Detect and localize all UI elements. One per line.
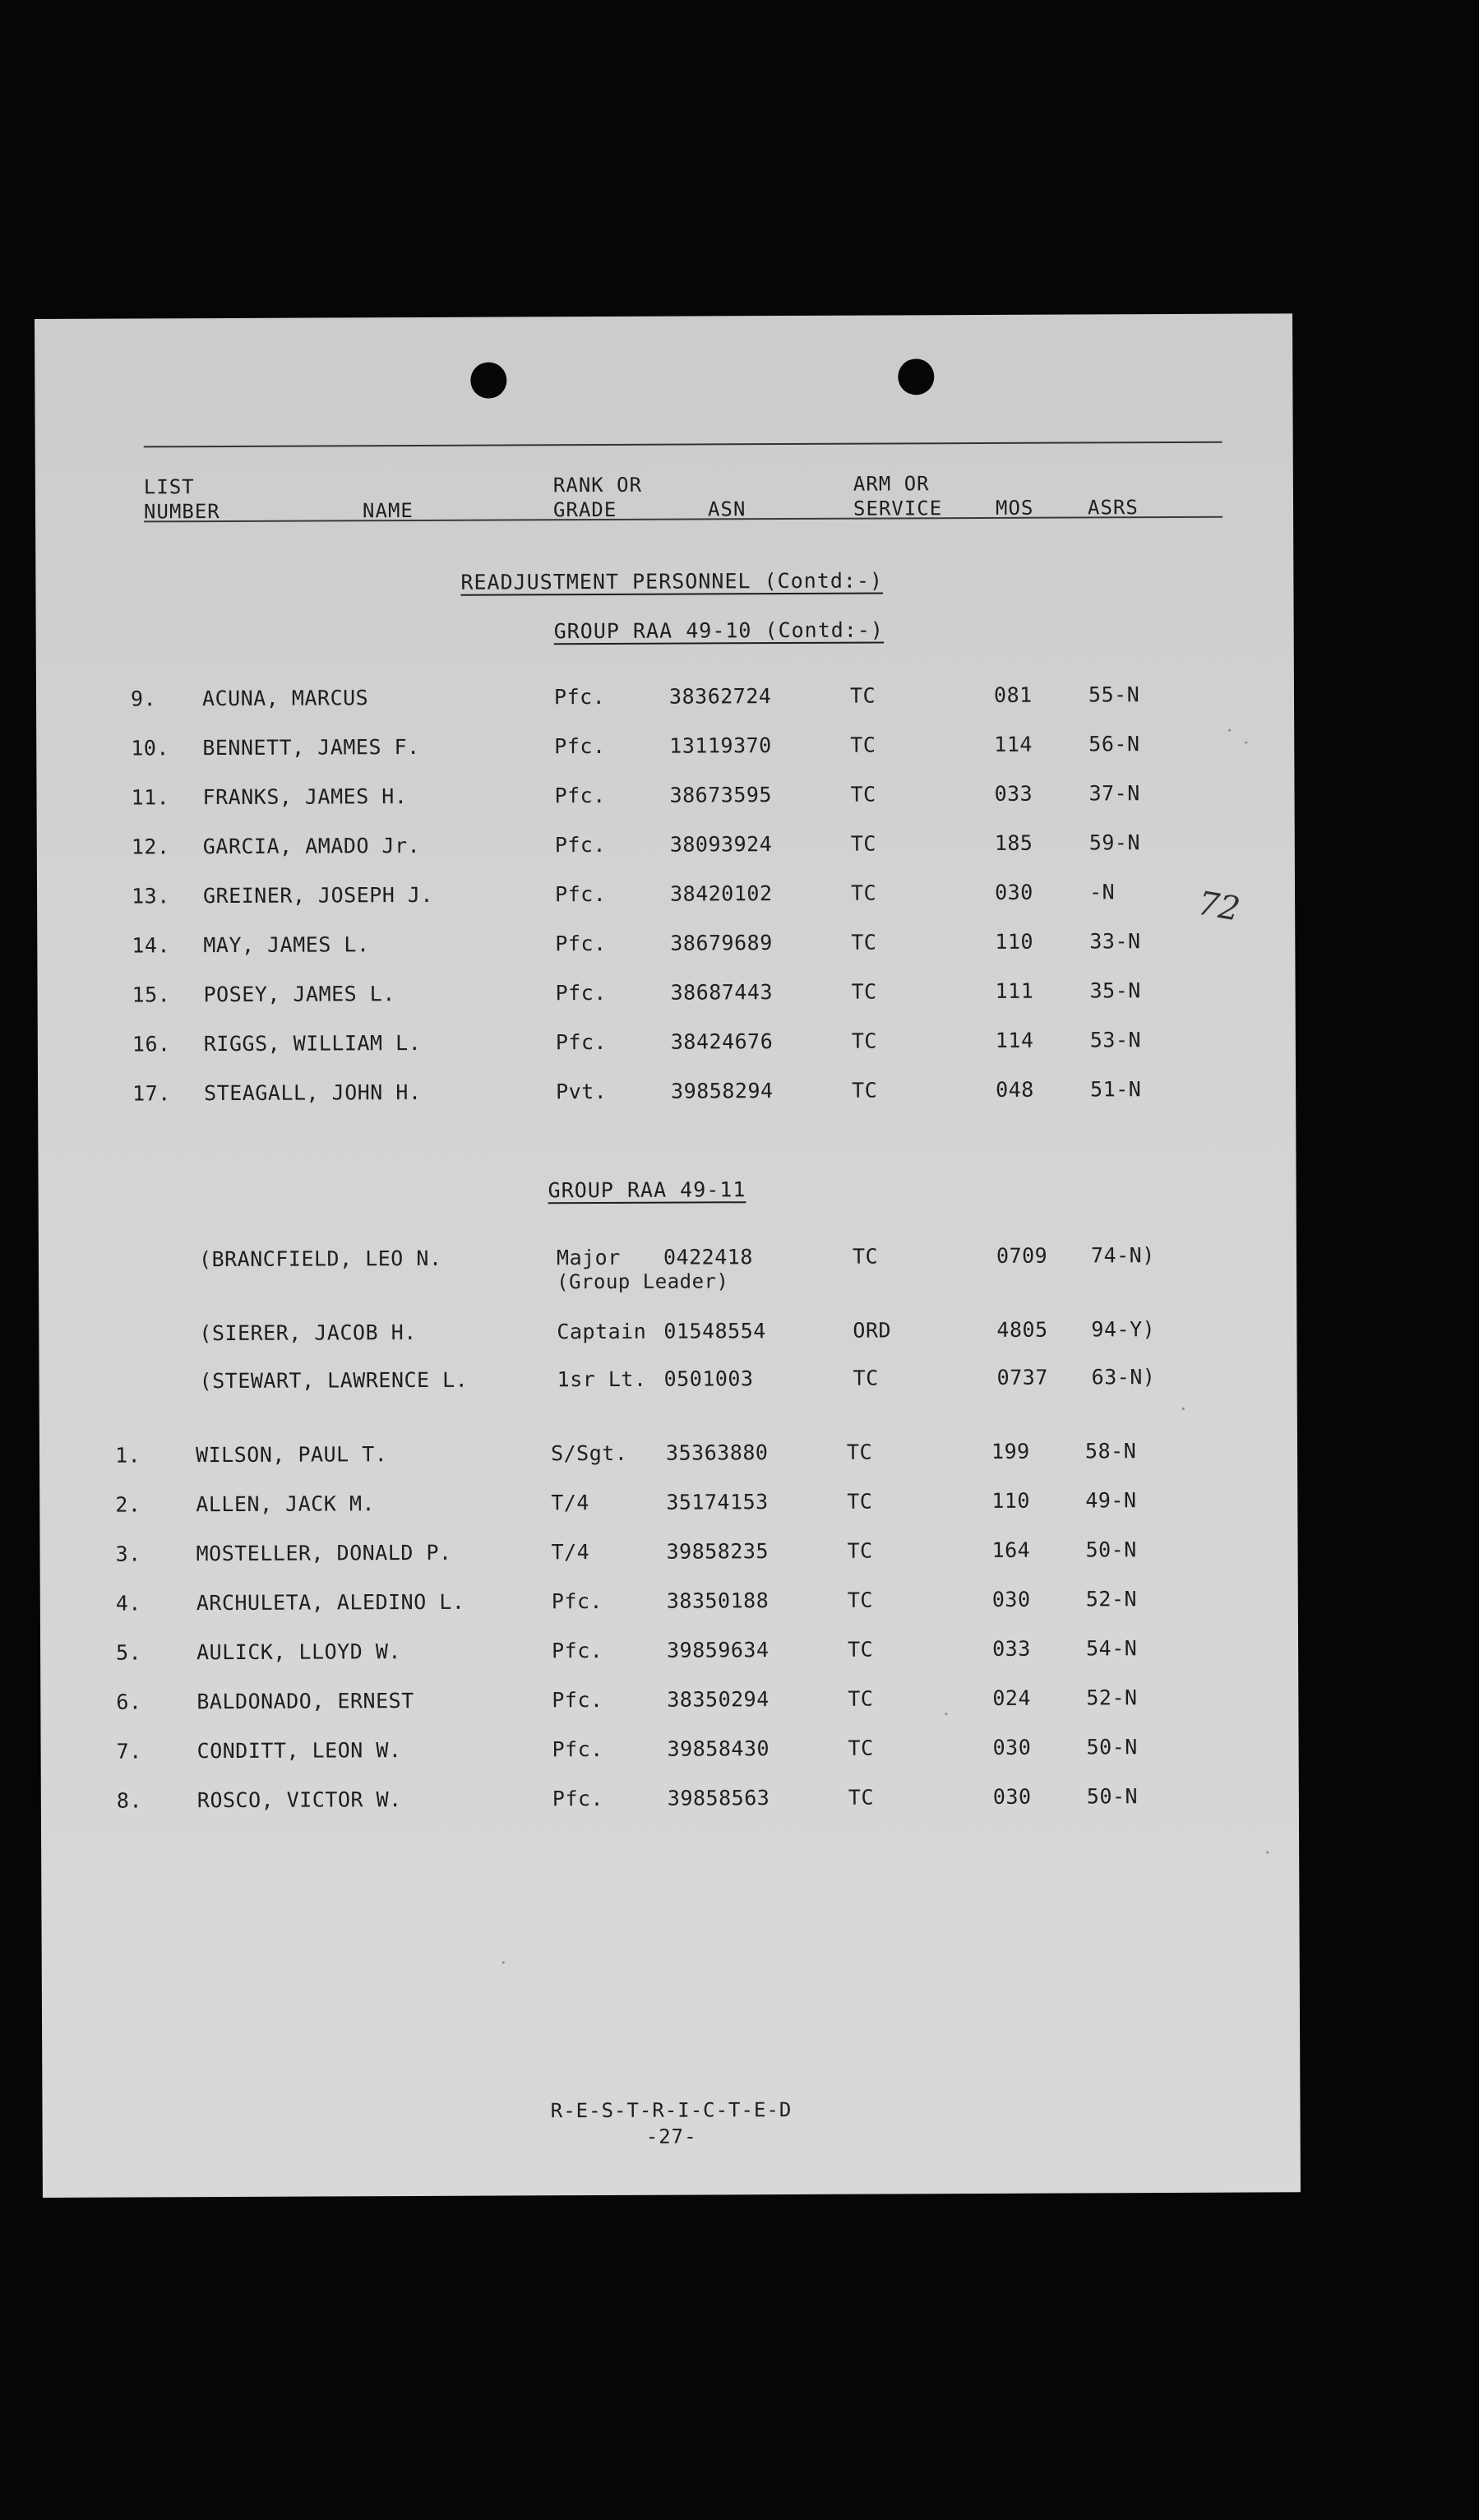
- rank-cell: Pfc.: [554, 881, 607, 907]
- asrs-cell: 50-N: [1086, 1784, 1139, 1809]
- arm-cell: TC: [850, 881, 877, 905]
- asn-cell: 38679689: [670, 931, 773, 955]
- punch-hole-right: [898, 358, 934, 395]
- name-cell: (BRANCFIELD, LEO N.: [198, 1246, 442, 1272]
- asn-cell: 38350294: [667, 1687, 770, 1712]
- asrs-cell: 55-N: [1088, 682, 1140, 707]
- list-number-cell: 4.: [115, 1591, 141, 1616]
- mos-cell: 110: [995, 929, 1034, 954]
- header-mos: MOS: [995, 496, 1034, 520]
- arm-cell: TC: [847, 1538, 873, 1563]
- rank-cell: Pfc.: [555, 980, 607, 1006]
- header-list-label: LIST: [143, 475, 195, 499]
- mos-cell: 033: [994, 781, 1033, 806]
- table-row: [40, 1586, 1298, 1621]
- table-row: [37, 830, 1295, 865]
- mos-cell: 185: [994, 830, 1033, 855]
- rank-cell: Pfc.: [551, 1588, 603, 1614]
- list-number-cell: 11.: [131, 785, 170, 810]
- asn-cell: 0501003: [663, 1366, 754, 1391]
- header-asn: ASN: [707, 497, 746, 521]
- name-cell: ACUNA, MARCUS: [201, 686, 369, 711]
- section-title: READJUSTMENT PERSONNEL (Contd:-): [460, 568, 884, 594]
- rank-cell: T/4: [551, 1491, 590, 1515]
- asrs-cell: 51-N: [1090, 1077, 1142, 1102]
- asn-cell: 35363880: [665, 1440, 769, 1465]
- asn-cell: 38673595: [669, 783, 773, 807]
- rank-cell: Major: [556, 1245, 621, 1270]
- asrs-cell: 56-N: [1088, 732, 1140, 756]
- table-row: [40, 1635, 1298, 1671]
- name-cell: BENNETT, JAMES F.: [202, 734, 420, 761]
- name-cell: POSEY, JAMES L.: [203, 982, 395, 1007]
- asn-cell: 0422418: [663, 1245, 753, 1269]
- arm-cell: TC: [847, 1489, 873, 1514]
- name-cell: AULICK, LLOYD W.: [196, 1639, 401, 1665]
- asn-cell: 38362724: [668, 684, 772, 709]
- asn-cell: 38424676: [670, 1029, 774, 1054]
- mos-cell: 030: [992, 1784, 1032, 1809]
- asn-cell: 38687443: [670, 980, 774, 1005]
- table-row: [41, 1734, 1299, 1769]
- punch-hole-left: [470, 362, 506, 398]
- name-cell: (STEWART, LAWRENCE L.: [199, 1367, 469, 1394]
- table-row: [39, 1438, 1297, 1473]
- rank-cell: Pfc.: [555, 1029, 608, 1055]
- asn-cell: 35174153: [666, 1490, 769, 1514]
- rank-cell: Pfc.: [552, 1687, 603, 1713]
- asn-cell: 01548554: [663, 1319, 766, 1343]
- arm-cell: TC: [851, 1029, 878, 1053]
- list-number-cell: 1.: [114, 1443, 141, 1468]
- arm-cell: TC: [851, 930, 877, 955]
- list-number-cell: 6.: [116, 1690, 142, 1714]
- table-row: [36, 780, 1294, 816]
- mos-cell: 114: [995, 1028, 1034, 1052]
- name-cell: BALDONADO, ERNEST: [196, 1689, 414, 1714]
- document-page: [35, 313, 1301, 2198]
- arm-cell: TC: [846, 1440, 873, 1464]
- name-cell: FRANKS, JAMES H.: [202, 784, 408, 810]
- name-cell: MOSTELLER, DONALD P.: [196, 1540, 452, 1566]
- rank-cell: Pfc.: [552, 1786, 604, 1811]
- name-cell: (SIERER, JACOB H.: [199, 1320, 417, 1346]
- arm-cell: TC: [848, 1736, 874, 1760]
- header-list-number: [144, 474, 220, 524]
- table-row: [36, 731, 1294, 766]
- header-service-label: SERVICE: [853, 497, 943, 520]
- arm-cell: TC: [847, 1588, 873, 1612]
- table-row: [39, 1316, 1296, 1352]
- header-rank: [553, 473, 642, 522]
- rank-cell: Pfc.: [555, 931, 607, 956]
- name-cell: ROSCO, VICTOR W.: [196, 1787, 402, 1813]
- rank-cell: Captain: [557, 1319, 647, 1344]
- name-cell: CONDITT, LEON W.: [196, 1738, 402, 1764]
- rank-cell: 1sr Lt.: [557, 1366, 647, 1392]
- asrs-cell: 54-N: [1086, 1636, 1138, 1661]
- restricted-label: R-E-S-T-R-I-C-T-E-D: [550, 2098, 793, 2123]
- asrs-cell: 74-N): [1090, 1243, 1155, 1268]
- list-number-cell: 9.: [130, 687, 157, 711]
- asn-cell: 13119370: [669, 733, 772, 758]
- paper-speck: [1228, 729, 1231, 732]
- list-number-cell: 15.: [132, 983, 171, 1007]
- paper-speck: [1266, 1851, 1269, 1853]
- arm-cell: TC: [848, 1637, 874, 1662]
- name-cell: GARCIA, AMADO Jr.: [202, 833, 421, 859]
- rank-cell: Pvt.: [556, 1079, 608, 1104]
- top-rule: [144, 442, 1222, 448]
- group1-title: GROUP RAA 49-10 (Contd:-): [553, 617, 885, 644]
- header-name: NAME: [362, 498, 414, 523]
- arm-cell: TC: [852, 1078, 878, 1103]
- rank-cell: T/4: [551, 1540, 590, 1565]
- rank-cell: S/Sgt.: [550, 1440, 628, 1466]
- table-row: [39, 1364, 1297, 1399]
- list-number-cell: 8.: [116, 1788, 143, 1813]
- mos-cell: 030: [992, 1735, 1032, 1759]
- name-cell: ALLEN, JACK M.: [196, 1491, 376, 1517]
- paper-speck: [502, 1962, 505, 1964]
- mos-cell: 033: [992, 1636, 1031, 1661]
- list-number-cell: 12.: [131, 835, 170, 859]
- header-number-label: NUMBER: [143, 500, 220, 524]
- mos-cell: 164: [991, 1537, 1031, 1562]
- name-cell: STEAGALL, JOHN H.: [204, 1080, 422, 1106]
- rank-cell: Pfc.: [554, 783, 606, 808]
- paper-speck: [1182, 1408, 1185, 1410]
- arm-cell: TC: [850, 733, 876, 757]
- list-number-cell: 13.: [132, 884, 170, 909]
- list-number-cell: 7.: [116, 1739, 142, 1764]
- table-row: [38, 1027, 1296, 1062]
- name-cell: WILSON, PAUL T.: [195, 1442, 388, 1468]
- name-cell: MAY, JAMES L.: [203, 932, 370, 958]
- asrs-cell: 58-N: [1084, 1439, 1137, 1463]
- table-row: [37, 879, 1295, 914]
- asrs-cell: 35-N: [1089, 978, 1141, 1003]
- header-arm-label: ARM OR: [853, 472, 930, 496]
- list-number-cell: 5.: [116, 1640, 142, 1665]
- arm-cell: TC: [851, 979, 877, 1004]
- arm-cell: TC: [848, 1686, 874, 1711]
- asrs-cell: 52-N: [1086, 1685, 1138, 1710]
- asrs-cell: 52-N: [1085, 1587, 1138, 1611]
- asrs-cell: 37-N: [1088, 781, 1140, 806]
- asrs-cell: 63-N): [1091, 1365, 1156, 1389]
- arm-cell: TC: [848, 1785, 875, 1810]
- mos-cell: 024: [992, 1685, 1032, 1710]
- name-cell: GREINER, JOSEPH J.: [203, 882, 434, 909]
- asrs-cell: 50-N: [1085, 1537, 1137, 1562]
- mos-cell: 030: [994, 880, 1033, 904]
- asrs-cell: 94-Y): [1091, 1317, 1156, 1342]
- arm-cell: TC: [849, 683, 876, 708]
- asrs-cell: 33-N: [1089, 929, 1141, 954]
- rank-cell: Pfc.: [554, 733, 606, 759]
- header-rank-label: RANK OR: [552, 473, 643, 497]
- header-underline: [144, 516, 1222, 523]
- group-leader-note: (Group Leader): [557, 1269, 729, 1294]
- rank-cell: Pfc.: [552, 1736, 603, 1762]
- list-number-cell: 10.: [131, 736, 169, 761]
- arm-cell: TC: [850, 782, 876, 807]
- mos-cell: 0709: [996, 1243, 1048, 1268]
- table-row: [40, 1685, 1298, 1720]
- arm-cell: TC: [850, 831, 876, 856]
- mos-cell: 4805: [996, 1317, 1048, 1342]
- table-row: [38, 1076, 1296, 1112]
- asrs-cell: 59-N: [1088, 830, 1141, 855]
- table-row: [38, 978, 1296, 1013]
- table-row: [36, 682, 1294, 717]
- rank-cell: Pfc.: [554, 832, 607, 858]
- asrs-cell: 50-N: [1086, 1735, 1138, 1759]
- header-arm: [853, 471, 942, 520]
- list-number-cell: 16.: [132, 1032, 171, 1057]
- asrs-cell: -N: [1088, 880, 1116, 904]
- table-row: [39, 1487, 1297, 1523]
- rank-cell: Pfc.: [553, 684, 606, 710]
- header-grade-label: GRADE: [552, 497, 617, 522]
- mos-cell: 110: [991, 1488, 1031, 1513]
- name-cell: ARCHULETA, ALEDINO L.: [196, 1589, 465, 1616]
- header-asrs: ASRS: [1087, 496, 1139, 520]
- table-row: [41, 1783, 1299, 1819]
- asn-cell: 39858563: [667, 1786, 770, 1810]
- group2-title: GROUP RAA 49-11: [548, 1177, 746, 1203]
- page-number: -27-: [645, 2125, 697, 2148]
- asn-cell: 39858430: [667, 1736, 770, 1761]
- list-number-cell: 14.: [132, 933, 171, 958]
- table-row: [37, 928, 1295, 964]
- asn-cell: 38350188: [666, 1588, 770, 1613]
- mos-cell: 111: [995, 978, 1034, 1003]
- asn-cell: 39858294: [671, 1079, 774, 1103]
- arm-cell: TC: [853, 1366, 879, 1390]
- asrs-cell: 53-N: [1089, 1028, 1142, 1052]
- asn-cell: 39859634: [667, 1638, 770, 1662]
- list-number-cell: 2.: [115, 1492, 141, 1517]
- list-number-cell: 3.: [115, 1542, 141, 1566]
- mos-cell: 114: [994, 732, 1033, 756]
- asn-cell: 38093924: [669, 832, 773, 857]
- mos-cell: 081: [993, 682, 1033, 707]
- rank-cell: Pfc.: [552, 1638, 603, 1663]
- asn-cell: 39858235: [666, 1539, 770, 1564]
- mos-cell: 048: [996, 1077, 1034, 1102]
- arm-cell: ORD: [853, 1318, 892, 1343]
- mos-cell: 030: [991, 1587, 1031, 1611]
- asrs-cell: 49-N: [1085, 1488, 1137, 1513]
- mos-cell: 199: [991, 1439, 1030, 1463]
- list-number-cell: 17.: [132, 1081, 171, 1106]
- arm-cell: TC: [852, 1244, 879, 1269]
- table-row: [39, 1537, 1297, 1572]
- paper-speck: [1245, 742, 1247, 744]
- asn-cell: 38420102: [669, 881, 773, 906]
- mos-cell: 0737: [996, 1365, 1048, 1389]
- handwritten-margin-number: 72: [1195, 884, 1243, 929]
- name-cell: RIGGS, WILLIAM L.: [203, 1030, 422, 1057]
- paper-speck: [945, 1713, 947, 1715]
